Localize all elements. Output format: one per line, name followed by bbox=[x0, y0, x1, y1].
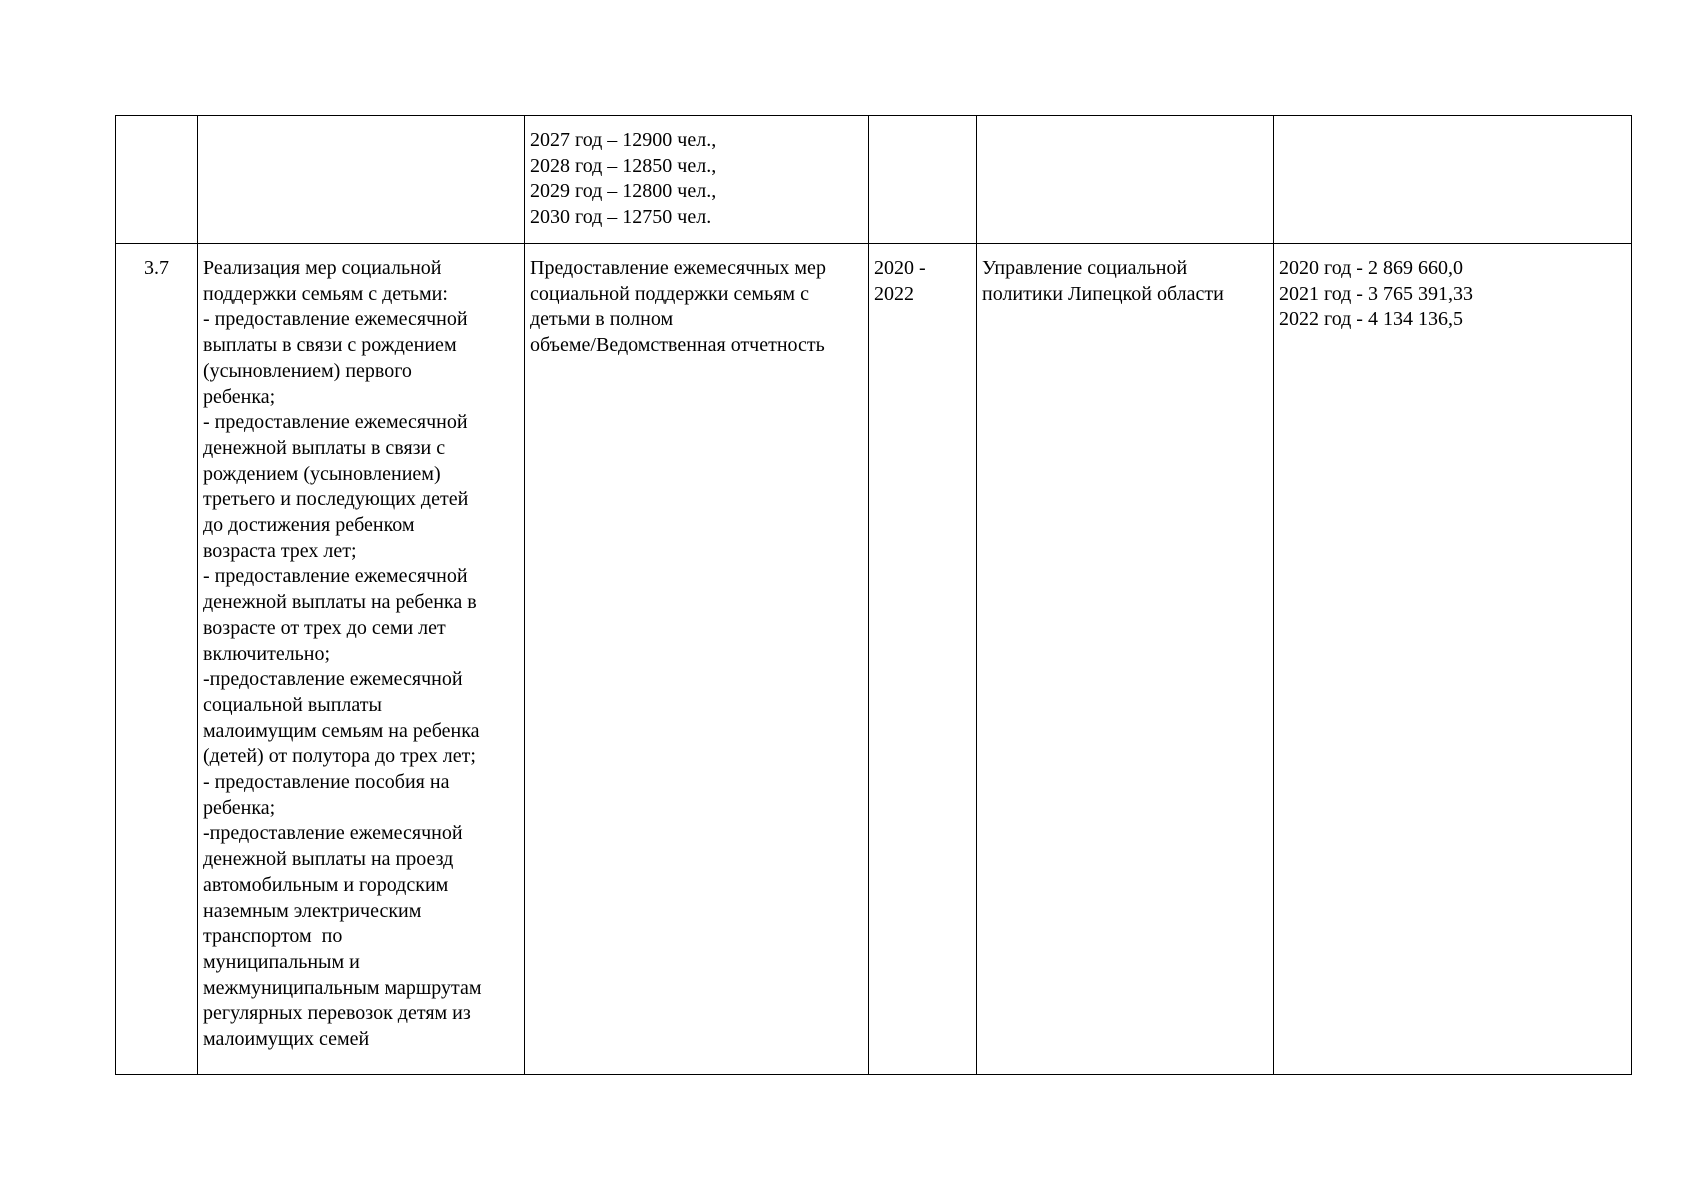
indicator-line: объеме/Ведомственная отчетность bbox=[530, 334, 825, 357]
funding-line: 2020 год - 2 869 660,0 bbox=[1279, 257, 1463, 279]
activity-line: транспортом по bbox=[203, 925, 343, 948]
activity-line: денежной выплаты на ребенка в bbox=[203, 591, 477, 614]
cell-activity bbox=[198, 244, 525, 1075]
activity-line: Реализация мер социальной bbox=[203, 257, 442, 279]
cell-executor bbox=[977, 244, 1274, 1075]
activity-line: ребенка; bbox=[203, 796, 276, 819]
period-line: 2020 - bbox=[874, 257, 926, 279]
activity-line: третьего и последующих детей bbox=[203, 488, 469, 511]
activity-line: малоимущих семей bbox=[203, 1028, 370, 1051]
funding-line: 2021 год - 3 765 391,33 bbox=[1279, 282, 1473, 305]
indicator-line: 2029 год – 12800 чел., bbox=[530, 180, 717, 203]
activity-line: рождением (усыновлением) bbox=[203, 462, 441, 485]
activity-line: выплаты в связи с рождением bbox=[203, 334, 457, 357]
indicator-line: социальной поддержки семьям с bbox=[530, 282, 809, 305]
activity-line: социальной выплаты bbox=[203, 693, 382, 716]
indicator-line: 2027 год – 12900 чел., bbox=[530, 129, 717, 151]
activity-line: - предоставление ежемесячной bbox=[203, 565, 468, 588]
cell-number bbox=[116, 244, 198, 1075]
activity-line: - предоставление ежемесячной bbox=[203, 308, 468, 331]
activity-line: денежной выплаты в связи с bbox=[203, 436, 446, 459]
activity-line: наземным электрическим bbox=[203, 899, 422, 922]
table-row-continuation bbox=[116, 116, 1632, 244]
funding-line: 2022 год - 4 134 136,5 bbox=[1279, 308, 1463, 331]
indicator-line: 2028 год – 12850 чел., bbox=[530, 154, 717, 177]
activity-line: -предоставление ежемесячной bbox=[203, 668, 463, 691]
activity-line: регулярных перевозок детям из bbox=[203, 1002, 471, 1025]
activity-line: - предоставление пособия на bbox=[203, 771, 450, 794]
cell-funding bbox=[1274, 244, 1632, 1075]
cell-indicator bbox=[525, 244, 869, 1075]
indicator-line: 2030 год – 12750 чел. bbox=[530, 206, 712, 229]
row-number: 3.7 bbox=[144, 257, 169, 279]
activity-line: автомобильным и городским bbox=[203, 873, 449, 896]
cell-executor bbox=[977, 116, 1274, 244]
activity-line: включительно; bbox=[203, 642, 331, 665]
cell-period bbox=[869, 116, 977, 244]
activity-line: муниципальным и bbox=[203, 950, 360, 973]
cell-period bbox=[869, 244, 977, 1075]
activity-line: возраста трех лет; bbox=[203, 539, 357, 562]
activity-line: денежной выплаты на проезд bbox=[203, 848, 454, 871]
activity-line: ребенка; bbox=[203, 385, 276, 408]
activity-line: поддержки семьям с детьми: bbox=[203, 282, 448, 305]
executor-line: Управление социальной bbox=[982, 257, 1188, 279]
activity-line: до достижения ребенком bbox=[203, 514, 415, 537]
cell-activity bbox=[198, 116, 525, 244]
indicator-line: Предоставление ежемесячных мер bbox=[530, 257, 826, 279]
activity-line: (усыновлением) первого bbox=[203, 359, 412, 382]
activity-line: -предоставление ежемесячной bbox=[203, 822, 463, 845]
executor-line: политики Липецкой области bbox=[982, 282, 1224, 305]
cell-indicator bbox=[525, 116, 869, 244]
activity-line: межмуниципальным маршрутам bbox=[203, 976, 482, 999]
cell-number bbox=[116, 116, 198, 244]
cell-funding bbox=[1274, 116, 1632, 244]
activity-line: малоимущим семьям на ребенка bbox=[203, 719, 480, 742]
activity-line: (детей) от полутора до трех лет; bbox=[203, 745, 476, 768]
activity-line: - предоставление ежемесячной bbox=[203, 411, 468, 434]
indicator-line: детьми в полном bbox=[530, 308, 674, 331]
measures-table bbox=[115, 115, 1632, 1075]
activity-line: возрасте от трех до семи лет bbox=[203, 616, 446, 639]
period-line: 2022 bbox=[874, 282, 914, 305]
table-row-3-7 bbox=[116, 244, 1632, 1075]
